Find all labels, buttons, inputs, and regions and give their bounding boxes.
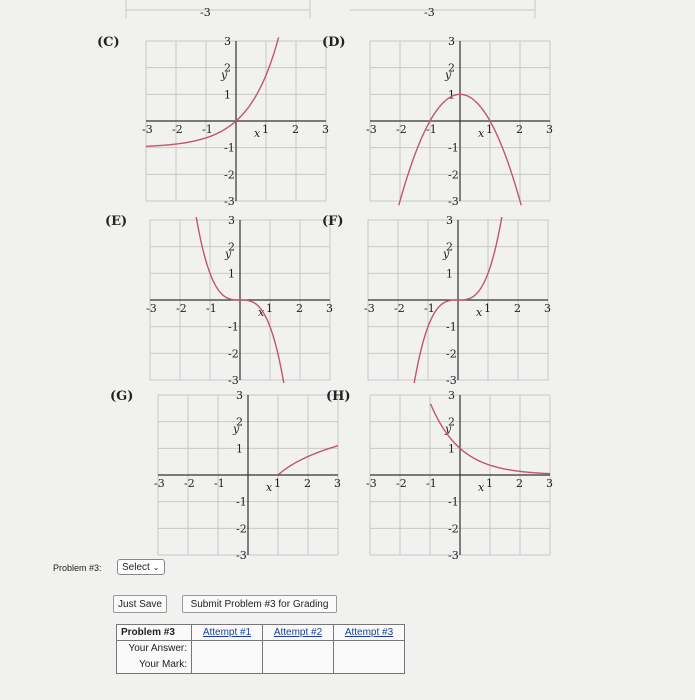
graph-e-y-name: y (225, 247, 232, 261)
graph-g-xtick: 1 (274, 477, 281, 490)
graph-h-ytick: -3 (448, 549, 459, 562)
graph-e-xtick: -1 (206, 302, 217, 315)
top-strip (0, 0, 695, 20)
graph-e-ytick: 3 (228, 214, 235, 227)
top-tick-right: -3 (424, 6, 435, 19)
graph-g-xtick: -3 (154, 477, 165, 490)
graph-g (138, 387, 358, 577)
graph-c-xtick: 2 (292, 123, 299, 136)
graph-d-ytick: -3 (448, 195, 459, 208)
graph-c-ytick: 3 (224, 35, 231, 48)
graph-f-xtick: 1 (484, 302, 491, 315)
graph-f-xtick: -1 (424, 302, 435, 315)
graph-f-ytick: -2 (446, 347, 457, 361)
graph-f-xtick: -3 (364, 302, 375, 315)
graph-g-xtick: 2 (304, 477, 311, 490)
graph-f-xtick: 2 (514, 302, 521, 315)
answer-select[interactable] (117, 559, 165, 575)
graph-d-ytick: 3 (448, 35, 455, 48)
graph-f-ytick: 2 (446, 240, 453, 254)
graph-e-xtick: 2 (296, 302, 303, 315)
attempt-1-link[interactable]: Attempt #1 (192, 625, 263, 641)
graph-c-label: (C) (97, 35, 120, 50)
graph-e-xtick: -3 (146, 302, 157, 315)
graph-c (126, 33, 346, 223)
graph-f-plot (348, 212, 568, 402)
graph-f-y-name: y (443, 247, 450, 261)
graph-e-ytick: -1 (228, 320, 239, 334)
graph-h-ytick: 1 (448, 442, 455, 456)
graph-h-plot (350, 387, 570, 577)
graph-d-label: (D) (322, 35, 346, 50)
graph-g-plot (138, 387, 358, 577)
graph-d-ytick: 2 (448, 61, 455, 75)
graph-g-xtick: -1 (214, 477, 225, 490)
just-save-button[interactable]: Just Save (113, 595, 167, 613)
attempt-2-cell (263, 641, 334, 674)
graph-h-label: (H) (326, 389, 351, 404)
your-answer-label: Your Answer: (117, 641, 192, 658)
graph-h-xtick: -3 (366, 477, 377, 490)
graph-c-xtick: -2 (172, 123, 183, 136)
attempt-1-cell (192, 641, 263, 674)
graph-d-y-name: y (445, 68, 452, 82)
graph-h-xtick: 2 (516, 477, 523, 490)
graph-c-xtick: 3 (322, 123, 329, 136)
submit-button[interactable]: Submit Problem #3 for Grading (182, 595, 337, 613)
graph-d-x-name: x (478, 127, 485, 140)
graph-g-ytick: 2 (236, 415, 243, 429)
graph-d-ytick: 1 (448, 88, 455, 102)
attempt-3-cell (334, 641, 405, 674)
graph-e-ytick: -2 (228, 347, 239, 361)
graph-d-xtick: -3 (366, 123, 377, 136)
graph-e-xtick: 1 (266, 302, 273, 315)
graph-c-plot (126, 33, 346, 223)
graph-c-xtick: -3 (142, 123, 153, 136)
graph-g-x-name: x (266, 481, 273, 494)
graph-c-ytick: 2 (224, 61, 231, 75)
graph-f-ytick: 1 (446, 267, 453, 281)
graph-c-x-name: x (254, 127, 261, 140)
top-tick-left: -3 (200, 6, 211, 19)
graph-c-xtick: 1 (262, 123, 269, 136)
graph-f-xtick: 3 (544, 302, 551, 315)
chevron-down-icon: ⌄ (152, 562, 160, 572)
graph-e-xtick: 3 (326, 302, 333, 315)
problem-label: Problem #3: (53, 563, 102, 573)
graph-c-xtick: -1 (202, 123, 213, 136)
graph-h-ytick: 2 (448, 415, 455, 429)
graph-e-xtick: -2 (176, 302, 187, 315)
graph-d-xtick: 1 (486, 123, 493, 136)
graph-g-xtick: -2 (184, 477, 195, 490)
graph-g-ytick: 1 (236, 442, 243, 456)
graph-d-xtick: -1 (426, 123, 437, 136)
your-mark-label: Your Mark: (117, 657, 192, 674)
attempt-3-link[interactable]: Attempt #3 (334, 625, 405, 641)
graph-c-ytick: -3 (224, 195, 235, 208)
graph-h-x-name: x (478, 481, 485, 494)
graph-f (348, 212, 568, 402)
graph-g-ytick: -1 (236, 495, 247, 509)
graph-c-ytick: 1 (224, 88, 231, 102)
graph-f-label: (F) (322, 214, 344, 229)
graph-d-ytick: -2 (448, 168, 459, 182)
graph-h-y-name: y (445, 422, 452, 436)
graph-g-ytick: -2 (236, 522, 247, 536)
graph-h-ytick: -1 (448, 495, 459, 509)
graph-h-xtick: -1 (426, 477, 437, 490)
graph-h-xtick: 3 (546, 477, 553, 490)
graph-g-xtick: 3 (334, 477, 341, 490)
graph-e-ytick: -3 (228, 374, 239, 387)
graph-h-xtick: 1 (486, 477, 493, 490)
graph-d-xtick: -2 (396, 123, 407, 136)
graph-f-ytick: -1 (446, 320, 457, 334)
graph-h-xtick: -2 (396, 477, 407, 490)
graph-g-y-name: y (233, 422, 240, 436)
graph-e (130, 212, 350, 402)
graph-d-xtick: 2 (516, 123, 523, 136)
graph-f-x-name: x (476, 306, 483, 319)
graph-e-ytick: 2 (228, 240, 235, 254)
graph-d-plot (350, 33, 570, 223)
graph-c-ytick: -1 (224, 141, 235, 155)
graph-d (350, 33, 570, 223)
answer-select-value: Select (122, 561, 150, 573)
graph-g-ytick: -3 (236, 549, 247, 562)
graph-e-label: (E) (105, 214, 128, 229)
graph-h-ytick: 3 (448, 389, 455, 402)
attempt-2-link[interactable]: Attempt #2 (263, 625, 334, 641)
graph-h (350, 387, 570, 577)
graph-d-ytick: -1 (448, 141, 459, 155)
graph-c-ytick: -2 (224, 168, 235, 182)
graph-c-y-name: y (221, 68, 228, 82)
graph-g-ytick: 3 (236, 389, 243, 402)
graph-g-label: (G) (110, 389, 134, 404)
graph-d-xtick: 3 (546, 123, 553, 136)
graph-f-xtick: -2 (394, 302, 405, 315)
graph-e-plot (130, 212, 350, 402)
attempts-table (116, 624, 405, 674)
attempts-table-header: Problem #3 (117, 625, 192, 641)
graph-e-x-name: x (258, 306, 265, 319)
graph-f-ytick: -3 (446, 374, 457, 387)
graph-e-ytick: 1 (228, 267, 235, 281)
graph-f-ytick: 3 (446, 214, 453, 227)
graph-h-ytick: -2 (448, 522, 459, 536)
